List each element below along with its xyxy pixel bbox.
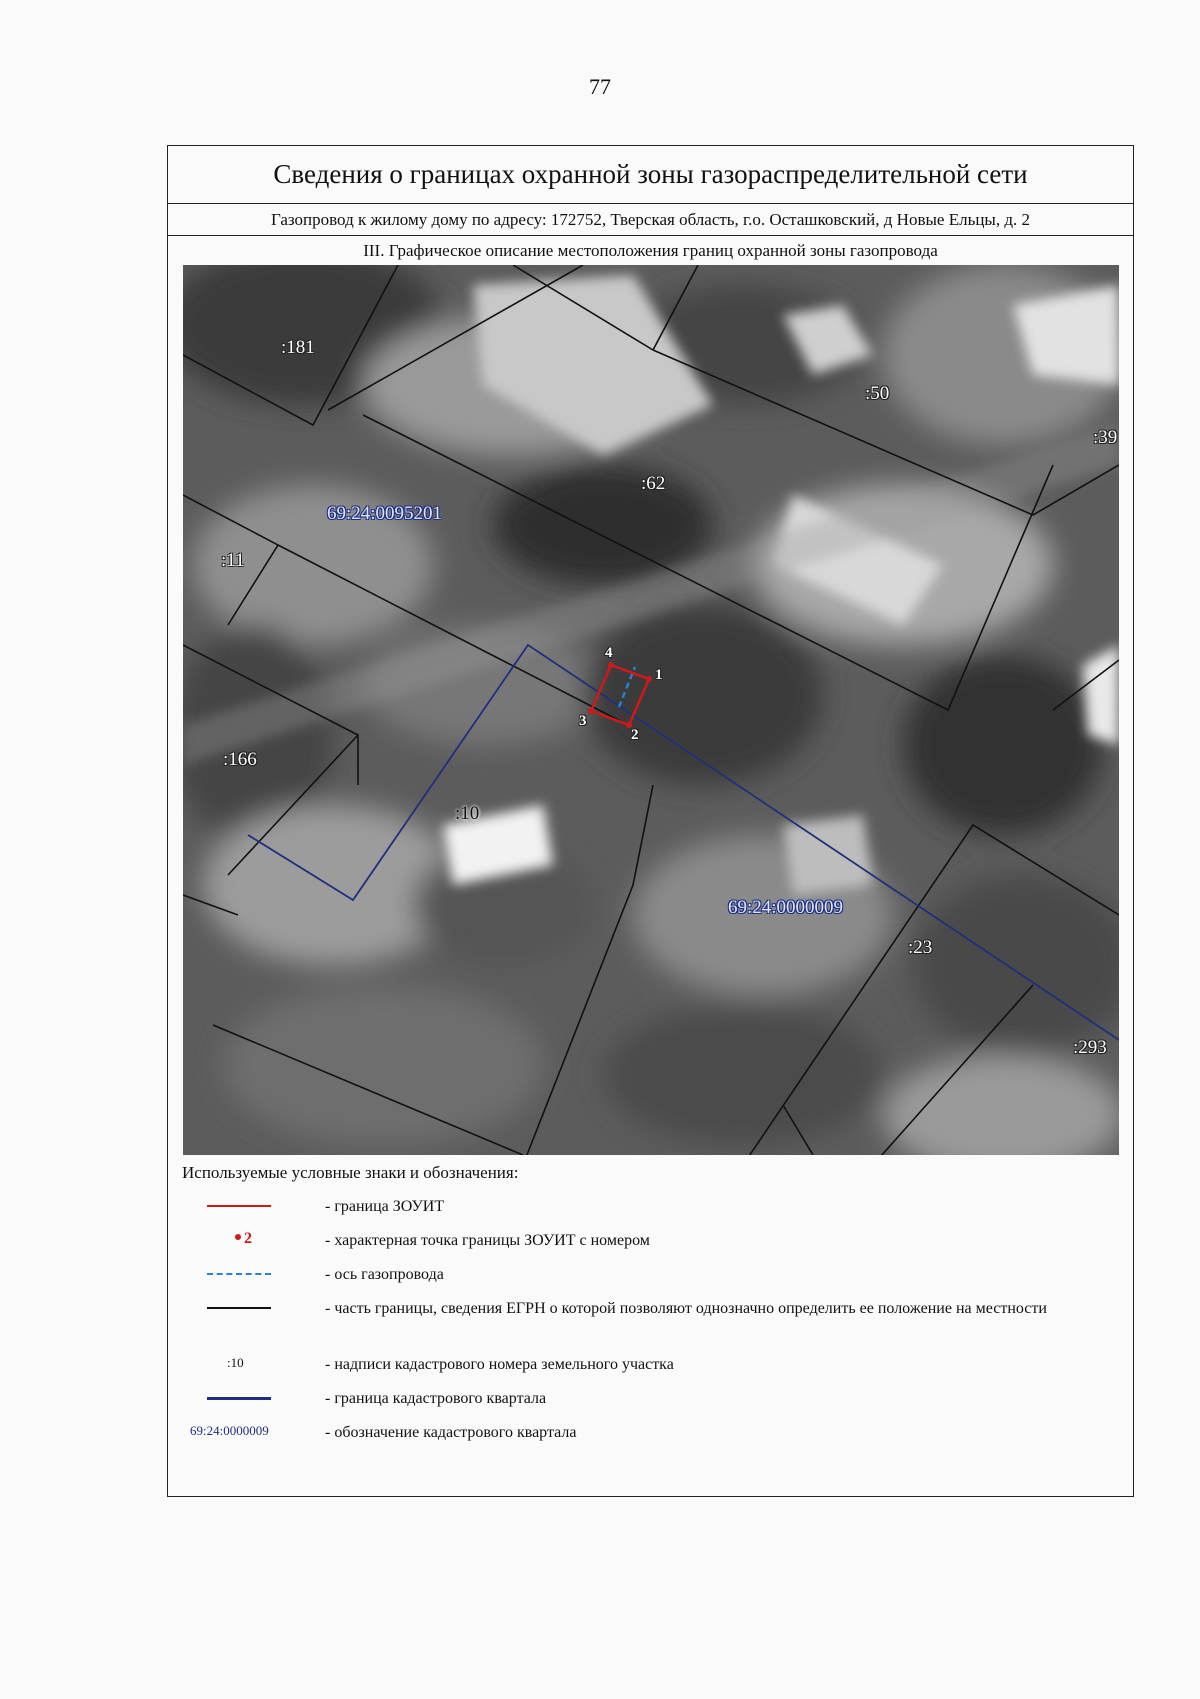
aerial-map [183,265,1119,1155]
legend-text: - граница кадастрового квартала [325,1390,547,1407]
zouit-point-4 [608,662,614,668]
blue-dashed-line-symbol [182,1261,292,1287]
point-label: 1 [655,667,663,683]
legend-text: - характерная точка границы ЗОУИТ с номером [325,1232,650,1249]
legend-item [168,1193,1133,1227]
legend-item [168,1419,1133,1453]
document-title: Сведения о границах охранной зоны газораспределительной сети [168,146,1133,204]
parcel-label: :181 [281,337,315,358]
quarter-label-symbol [182,1419,292,1445]
parcel-label: :10 [455,803,480,824]
legend-item [168,1261,1133,1295]
quarter-label-sample: 69:24:0000009 [190,1423,269,1438]
document-subtitle: Газопровод к жилому дому по адресу: 172752, Тверская область, г.о. Осташковский, д Новые Ельцы, д. 2 [168,204,1133,236]
parcel-label-sample: :10 [227,1355,244,1370]
legend-item [168,1295,1133,1351]
quarter-label: 69:24:0095201 [327,503,443,524]
red-point-symbol [182,1227,292,1253]
legend-text: - граница ЗОУИТ [325,1198,445,1215]
point-number: 2 [244,1230,252,1247]
point-label: 2 [631,727,639,743]
legend-heading: Используемые условные знаки и обозначения: [182,1163,519,1182]
quarter-label: 69:24:0000009 [728,897,844,918]
section-title: III. Графическое описание местоположения границ охранной зоны газопровода [363,241,938,260]
point-label: 3 [579,713,587,729]
legend-text: - ось газопровода [325,1266,444,1283]
aerial-photo [183,265,1119,1155]
map-drawing [183,265,1119,1155]
parcel-label-symbol [182,1351,292,1377]
page-number: 77 [589,74,611,99]
parcel-label: :39 [1093,427,1118,448]
legend-text: - надписи кадастрового номера земельного участка [325,1356,674,1373]
black-line-symbol [182,1295,292,1321]
parcel-label: :293 [1073,1037,1107,1058]
legend-item [168,1385,1133,1419]
legend-item [168,1227,1133,1261]
zouit-point-1 [646,676,652,682]
parcel-label: :23 [908,937,933,958]
parcel-label: :166 [223,749,257,770]
zouit-point-3 [588,708,594,714]
legend-item [168,1351,1133,1385]
point-label: 4 [605,645,613,661]
document-frame [167,145,1134,1497]
navy-line-symbol [182,1385,292,1411]
legend [168,1155,1133,1453]
legend-text: - обозначение кадастрового квартала [325,1424,577,1441]
legend-text: - часть границы, сведения ЕГРН о которой позволяют однозначно определить ее положение на местности [325,1300,1047,1317]
red-line-symbol [182,1193,292,1219]
parcel-label: :62 [641,473,666,494]
parcel-label: :11 [221,550,245,571]
parcel-label: :50 [865,383,890,404]
